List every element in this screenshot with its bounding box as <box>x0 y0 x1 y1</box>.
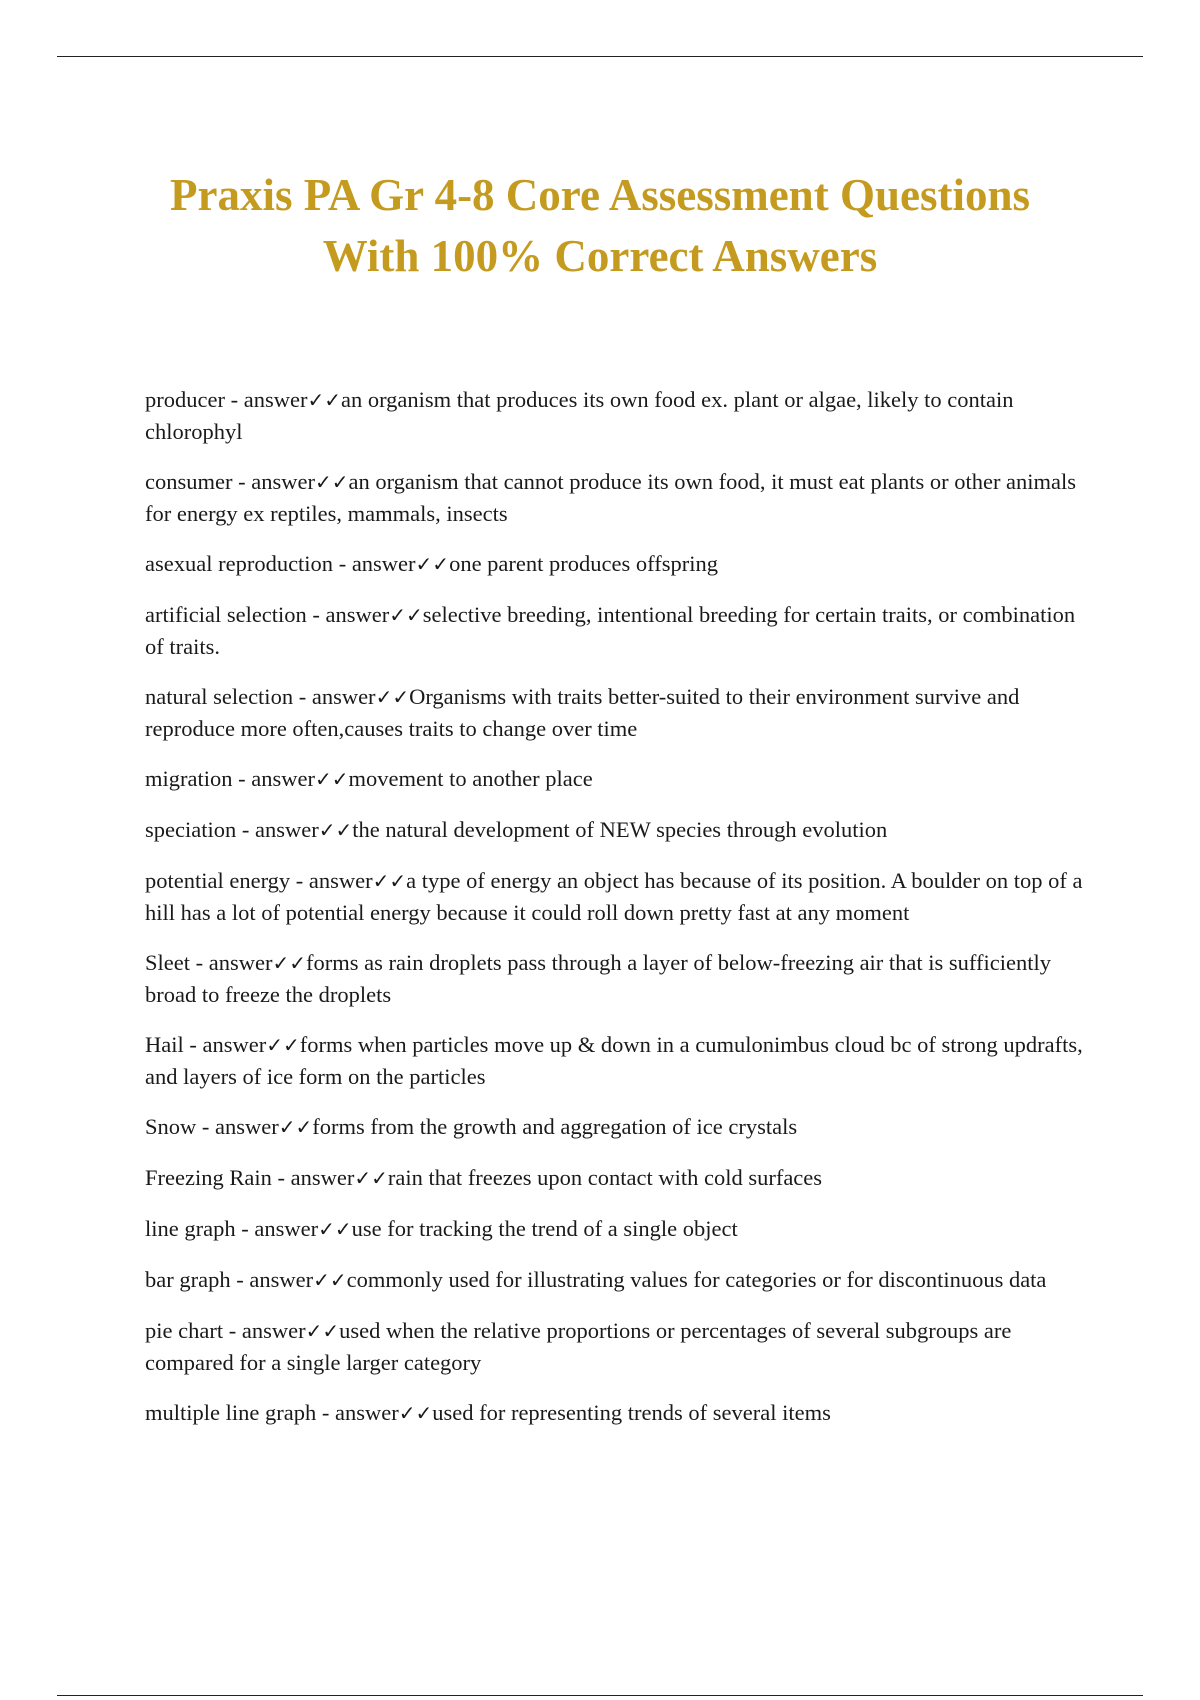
qa-answer-label: answer <box>254 817 319 842</box>
qa-definition: forms as rain droplets pass through a layer of below-freezing air that is sufficiently broad to freeze the droplets <box>145 950 1051 1007</box>
qa-answer-label: answer <box>215 1114 279 1139</box>
qa-separator: - <box>232 469 252 494</box>
double-check-icon: ✓✓ <box>398 1401 433 1425</box>
qa-definition: an organism that cannot produce its own food, it must eat plants or other animals for energy ex reptiles, mammals, insects <box>145 469 1077 526</box>
qa-answer-label: answer <box>351 551 416 576</box>
qa-item <box>145 1264 1090 1296</box>
qa-separator: - <box>183 1032 203 1057</box>
double-check-icon: ✓✓ <box>278 1115 313 1139</box>
qa-separator: - <box>190 950 209 975</box>
qa-answer-label: answer <box>325 602 390 627</box>
double-check-icon: ✓✓ <box>389 603 423 627</box>
qa-item <box>145 1315 1090 1378</box>
qa-term: Hail <box>145 1032 184 1057</box>
qa-item <box>145 548 1090 580</box>
qa-item <box>145 865 1090 928</box>
qa-list <box>145 384 1090 1448</box>
qa-term: bar graph <box>145 1267 231 1292</box>
qa-term: migration <box>145 766 233 791</box>
qa-separator: - <box>230 1267 250 1292</box>
qa-term: potential energy <box>145 868 291 893</box>
qa-item <box>145 599 1090 662</box>
qa-definition: one parent produces offspring <box>449 551 718 576</box>
qa-definition: movement to another place <box>348 766 593 791</box>
qa-separator: - <box>223 1318 242 1343</box>
qa-definition: the natural development of NEW species through evolution <box>352 817 888 842</box>
double-check-icon: ✓✓ <box>314 470 349 494</box>
qa-item <box>145 1213 1090 1245</box>
qa-term: line graph <box>145 1216 236 1241</box>
qa-item <box>145 1111 1090 1143</box>
double-check-icon: ✓✓ <box>375 685 410 709</box>
double-check-icon: ✓✓ <box>314 767 349 791</box>
qa-definition: selective breeding, intentional breeding for certain traits, or combination of traits. <box>145 602 1076 659</box>
qa-definition: a type of energy an object has because of its position. A boulder on top of a hill has a lot of potential energy because it could roll down pretty fast at any moment <box>145 868 1083 925</box>
double-check-icon: ✓✓ <box>307 388 341 412</box>
qa-item <box>145 1397 1090 1429</box>
qa-item <box>145 681 1090 744</box>
qa-separator: - <box>236 817 255 842</box>
qa-separator: - <box>271 1165 291 1190</box>
qa-item <box>145 1162 1090 1194</box>
qa-term: Sleet <box>145 950 190 975</box>
qa-item <box>145 1029 1090 1092</box>
page-title <box>60 165 1140 287</box>
qa-term: consumer <box>145 469 233 494</box>
qa-item <box>145 384 1090 447</box>
qa-definition: use for tracking the trend of a single object <box>351 1216 738 1241</box>
qa-answer-label: answer <box>241 1318 306 1343</box>
qa-definition: forms when particles move up & down in a cumulonimbus cloud bc of strong updrafts, and layers of ice form on the particles <box>145 1032 1083 1089</box>
qa-answer-label: answer <box>254 1216 319 1241</box>
qa-answer-label: answer <box>290 1165 355 1190</box>
qa-term: pie chart <box>145 1318 224 1343</box>
qa-item <box>145 763 1090 795</box>
qa-item <box>145 466 1090 529</box>
qa-term: multiple line graph <box>145 1400 317 1425</box>
qa-definition: Organisms with traits better-suited to their environment survive and reproduce more often,causes traits to change over time <box>145 684 1020 741</box>
qa-separator: - <box>235 1216 255 1241</box>
qa-separator: - <box>293 684 312 709</box>
qa-term: artificial selection <box>145 602 307 627</box>
qa-definition: commonly used for illustrating values for categories or for discontinuous data <box>346 1267 1047 1292</box>
double-check-icon: ✓✓ <box>313 1268 347 1292</box>
double-check-icon: ✓✓ <box>305 1319 340 1343</box>
qa-definition: an organism that produces its own food ex. plant or algae, likely to contain chlorophyl <box>145 387 1014 444</box>
qa-term: asexual reproduction <box>145 551 334 576</box>
qa-answer-label: answer <box>208 950 273 975</box>
qa-term: Snow <box>145 1114 197 1139</box>
qa-separator: - <box>306 602 326 627</box>
qa-answer-label: answer <box>334 1400 399 1425</box>
qa-definition: used when the relative proportions or percentages of several subgroups are compared for a single larger category <box>145 1318 1012 1375</box>
qa-answer-label: answer <box>251 469 315 494</box>
top-rule <box>57 56 1143 57</box>
double-check-icon: ✓✓ <box>318 818 353 842</box>
bottom-rule <box>57 1695 1143 1696</box>
qa-separator: - <box>316 1400 335 1425</box>
qa-term: producer <box>145 387 225 412</box>
qa-term: Freezing Rain <box>145 1165 272 1190</box>
double-check-icon: ✓✓ <box>354 1166 388 1190</box>
qa-separator: - <box>232 766 252 791</box>
qa-answer-label: answer <box>243 387 308 412</box>
double-check-icon: ✓✓ <box>372 869 407 893</box>
double-check-icon: ✓✓ <box>318 1217 352 1241</box>
double-check-icon: ✓✓ <box>266 1033 300 1057</box>
qa-separator: - <box>333 551 352 576</box>
qa-definition: used for representing trends of several items <box>432 1400 831 1425</box>
qa-answer-label: answer <box>202 1032 267 1057</box>
double-check-icon: ✓✓ <box>272 951 306 975</box>
title-line-2: With 100% Correct Answers <box>322 231 878 281</box>
qa-separator: - <box>224 387 244 412</box>
qa-term: speciation <box>145 817 237 842</box>
qa-item <box>145 947 1090 1010</box>
qa-term: natural selection <box>145 684 294 709</box>
qa-separator: - <box>196 1114 216 1139</box>
qa-definition: rain that freezes upon contact with cold surfaces <box>387 1165 823 1190</box>
qa-definition: forms from the growth and aggregation of ice crystals <box>312 1114 798 1139</box>
qa-answer-label: answer <box>311 684 376 709</box>
qa-answer-label: answer <box>251 766 315 791</box>
qa-item <box>145 814 1090 846</box>
qa-answer-label: answer <box>249 1267 314 1292</box>
qa-separator: - <box>290 868 309 893</box>
qa-answer-label: answer <box>308 868 373 893</box>
double-check-icon: ✓✓ <box>415 552 450 576</box>
title-line-1: Praxis PA Gr 4-8 Core Assessment Questions <box>170 170 1030 220</box>
